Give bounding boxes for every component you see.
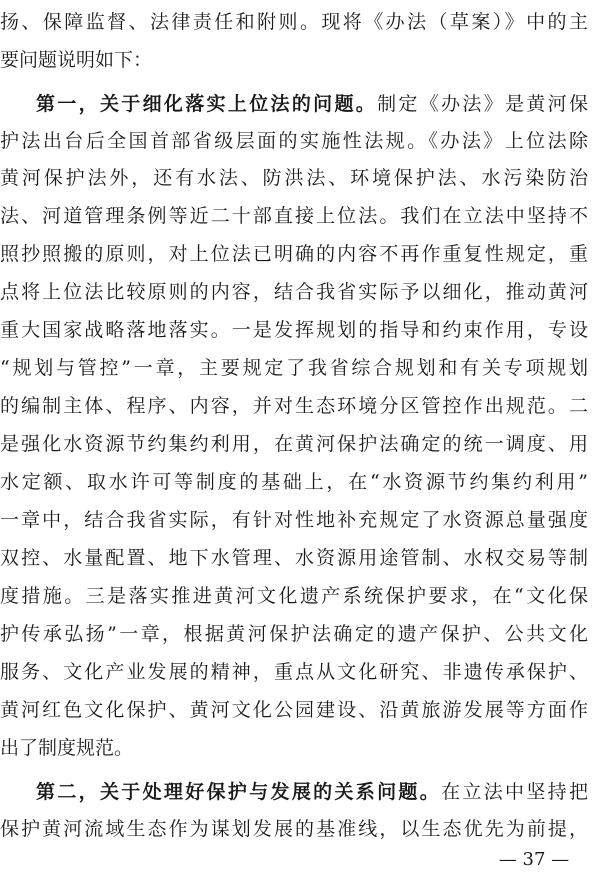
- text-line: 扬、保障监督、法律责任和附则。现将《办法（草案）》中的主: [0, 11, 588, 33]
- text-line: 度措施。三是落实推进黄河文化遗产系统保护要求，在“文化保: [0, 585, 588, 607]
- text-line: 法、河道管理条例等近二十部直接上位法。我们在立法中坚持不: [0, 205, 588, 227]
- text-line: 照抄照搬的原则，对上位法已明确的内容不再作重复性规定，重: [0, 243, 588, 265]
- page-number: — 37 —: [498, 849, 570, 870]
- text-line: 保护黄河流域生态作为谋划发展的基准线，以生态优先为前提，: [0, 818, 588, 840]
- text-line: 重大国家战略落地落实。一是发挥规划的指导和约束作用，专设: [0, 319, 588, 341]
- paragraph-heading-line: 第一，关于细化落实上位法的问题。制定《办法》是黄河保: [36, 93, 588, 115]
- text-line: 的编制主体、程序、内容，并对生态环境分区管控作出规范。二: [0, 395, 588, 417]
- text-line: 要问题说明如下：: [0, 49, 153, 71]
- text-line: 服务、文化产业发展的精神，重点从文化研究、非遗传承保护、: [0, 661, 588, 683]
- text-line: 黄河保护法外，还有水法、防洪法、环境保护法、水污染防治: [0, 167, 588, 189]
- text-line: “规划与管控”一章，主要规定了我省综合规划和有关专项规划: [0, 357, 588, 379]
- section-heading: 第二，关于处理好保护与发展的关系问题。: [36, 781, 442, 803]
- text-line: 黄河红色文化保护、黄河文化公园建设、沿黄旅游发展等方面作: [0, 699, 588, 721]
- text-line: 出了制度规范。: [0, 737, 134, 759]
- text-line: 点将上位法比较原则的内容，结合我省实际予以细化，推动黄河: [0, 281, 588, 303]
- text-line: 护传承弘扬”一章，根据黄河保护法确定的遗产保护、公共文化: [0, 623, 588, 645]
- text-line: 是强化水资源节约集约利用，在黄河保护法确定的统一调度、用: [0, 433, 588, 455]
- paragraph-heading-line: 第二，关于处理好保护与发展的关系问题。在立法中坚持把: [36, 781, 588, 803]
- text-line: 护法出台后全国首部省级层面的实施性法规。《办法》上位法除: [0, 130, 588, 152]
- text-line: 水定额、取水许可等制度的基础上，在“水资源节约集约利用”: [0, 471, 588, 493]
- text-line: 一章中，结合我省实际，有针对性地补充规定了水资源总量强度: [0, 509, 588, 531]
- text-line: 双控、水量配置、地下水管理、水资源用途管制、水权交易等制: [0, 547, 588, 569]
- section-heading: 第一，关于细化落实上位法的问题。: [36, 93, 378, 115]
